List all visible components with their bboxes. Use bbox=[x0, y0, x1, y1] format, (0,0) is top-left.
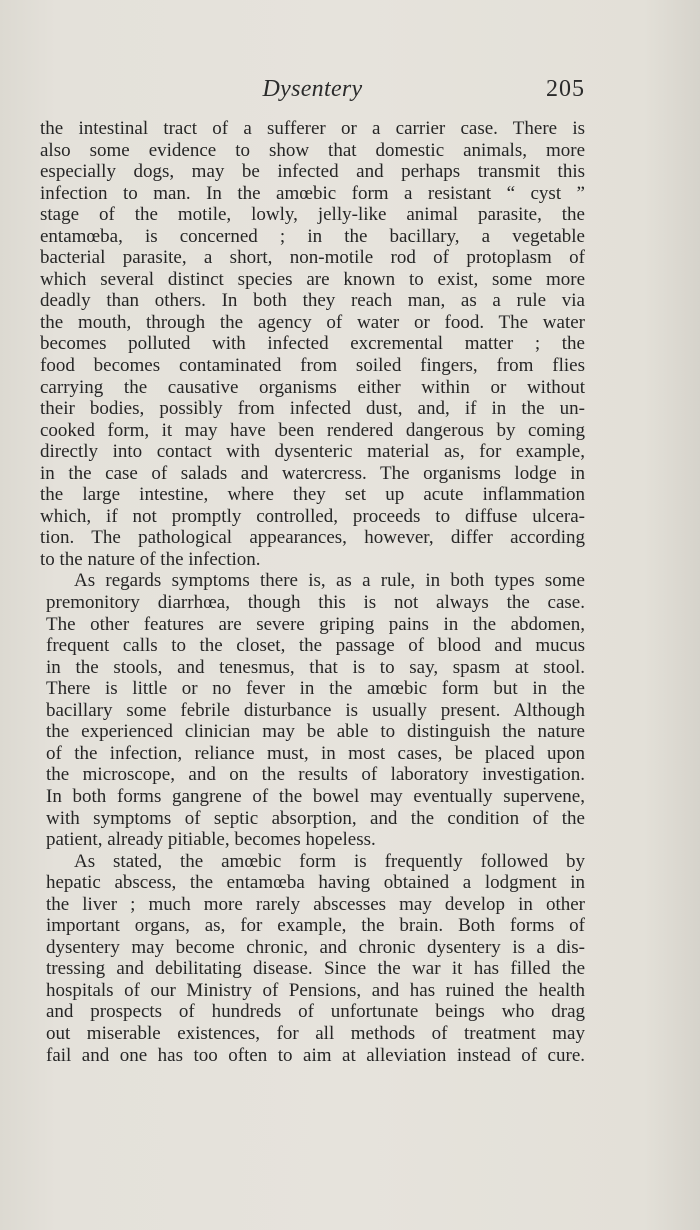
body-text bbox=[40, 118, 585, 1066]
text-line: bacillary some febrile disturbance is usually present. Although bbox=[46, 699, 585, 721]
text-line: dysentery may become chronic, and chronic dysentery is a dis- bbox=[46, 936, 585, 958]
text-line: the mouth, through the agency of water or food. The water bbox=[40, 311, 585, 333]
text-line: to the nature of the infection. bbox=[40, 548, 261, 570]
text-line: and prospects of hundreds of unfortunate beings who drag bbox=[46, 1001, 585, 1023]
page-header bbox=[40, 76, 585, 110]
text-line: The other features are severe griping pains in the abdomen, bbox=[46, 613, 585, 635]
text-line: infection to man. In the amœbic form a resistant “ cyst ” bbox=[40, 182, 585, 204]
text-line: in the case of salads and watercress. The organisms lodge in bbox=[40, 462, 585, 484]
text-line: As regards symptoms there is, as a rule, in both types some bbox=[74, 570, 585, 592]
text-line: premonitory diarrhœa, though this is not always the case. bbox=[46, 592, 585, 614]
text-line: of the infection, reliance must, in most cases, be placed upon bbox=[46, 742, 585, 764]
text-line: the experienced clinician may be able to distinguish the nature bbox=[46, 721, 585, 743]
text-line: especially dogs, may be infected and perhaps transmit this bbox=[40, 161, 585, 183]
text-line: directly into contact with dysenteric material as, for example, bbox=[40, 441, 585, 463]
text-line: hepatic abscess, the entamœba having obtained a lodgment in bbox=[46, 872, 585, 894]
page-number: 205 bbox=[546, 76, 585, 102]
text-line: the liver ; much more rarely abscesses may develop in other bbox=[46, 893, 585, 915]
text-line: frequent calls to the closet, the passage of blood and mucus bbox=[46, 635, 585, 657]
paragraph-3 bbox=[40, 851, 585, 1066]
text-line: There is little or no fever in the amœbic form but in the bbox=[46, 678, 585, 700]
text-line: carrying the causative organisms either within or without bbox=[40, 376, 585, 398]
text-line: hospitals of our Ministry of Pensions, and has ruined the health bbox=[46, 979, 585, 1001]
text-line: out miserable existences, for all methods of treatment may bbox=[46, 1022, 585, 1044]
text-line: which several distinct species are known to exist, some more bbox=[40, 268, 585, 290]
text-line: their bodies, possibly from infected dust, and, if in the un- bbox=[40, 398, 585, 420]
running-head: Dysentery bbox=[262, 76, 363, 102]
text-line: bacterial parasite, a short, non-motile rod of protoplasm of bbox=[40, 247, 585, 269]
text-line: food becomes contaminated from soiled fingers, from flies bbox=[40, 355, 585, 377]
text-line: entamœba, is concerned ; in the bacillary, a vegetable bbox=[40, 225, 585, 247]
text-line: the microscope, and on the results of laboratory investigation. bbox=[46, 764, 585, 786]
text-line: also some evidence to show that domestic animals, more bbox=[40, 139, 585, 161]
text-line: the large intestine, where they set up acute inflammation bbox=[40, 484, 585, 506]
text-line: important organs, as, for example, the brain. Both forms of bbox=[46, 915, 585, 937]
text-line: As stated, the amœbic form is frequently followed by bbox=[74, 850, 585, 872]
paragraph-2 bbox=[40, 570, 585, 850]
paragraph-1 bbox=[40, 118, 585, 570]
text-line: which, if not promptly controlled, proceeds to diffuse ulcera- bbox=[40, 505, 585, 527]
text-line: tressing and debilitating disease. Since the war it has filled the bbox=[46, 958, 585, 980]
text-line: in the stools, and tenesmus, that is to say, spasm at stool. bbox=[46, 656, 585, 678]
text-line: fail and one has too often to aim at alleviation instead of cure. bbox=[46, 1044, 585, 1066]
text-line: cooked form, it may have been rendered dangerous by coming bbox=[40, 419, 585, 441]
text-line: tion. The pathological appearances, however, differ according bbox=[40, 527, 585, 549]
text-line: deadly than others. In both they reach man, as a rule via bbox=[40, 290, 585, 312]
text-line: becomes polluted with infected excremental matter ; the bbox=[40, 333, 585, 355]
text-line: In both forms gangrene of the bowel may eventually supervene, bbox=[46, 785, 585, 807]
text-line: stage of the motile, lowly, jelly-like animal parasite, the bbox=[40, 204, 585, 226]
text-line: the intestinal tract of a sufferer or a carrier case. There is bbox=[40, 118, 585, 139]
text-line: with symptoms of septic absorption, and the condition of the bbox=[46, 807, 585, 829]
text-line: patient, already pitiable, becomes hopeless. bbox=[46, 829, 376, 851]
